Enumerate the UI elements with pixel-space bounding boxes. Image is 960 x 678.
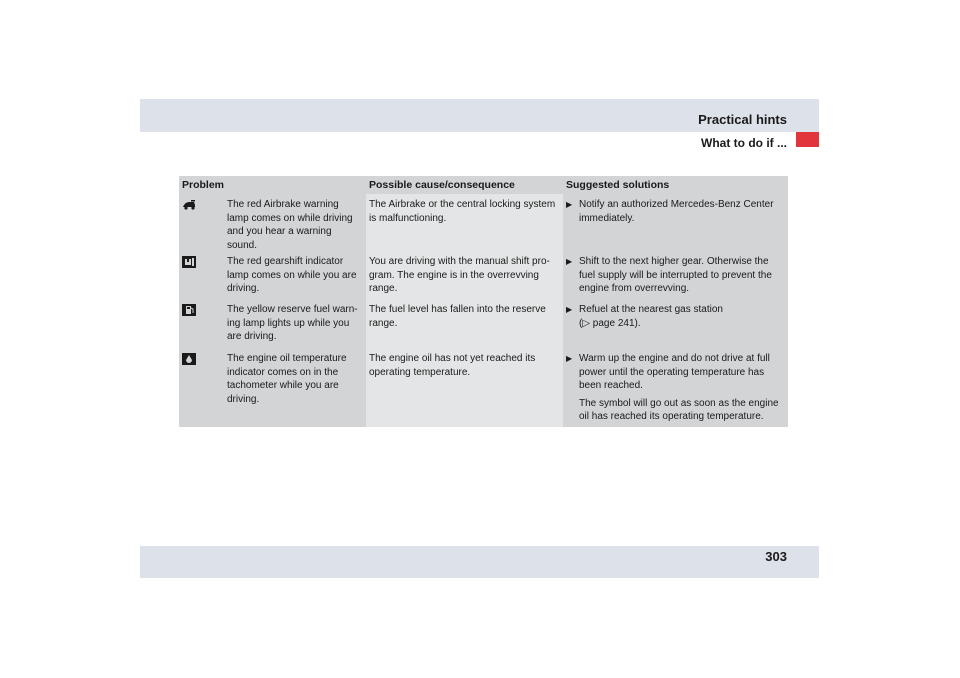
table-row: [179, 194, 788, 251]
table-row: [179, 348, 788, 427]
solution-note: The symbol will go out as soon as the engine oil has reached its operating temperature.: [579, 397, 779, 423]
cause-cell: The engine oil has not yet reached its operating temperature.: [366, 348, 563, 427]
table-row: [179, 251, 788, 299]
problem-text: The red Airbrake warning lamp comes on while driving and you hear a warning sound.: [227, 199, 353, 251]
page-number: 303: [765, 549, 787, 564]
table-row: [179, 299, 788, 348]
column-header-problem: Problem: [182, 179, 225, 191]
chapter-tab-marker: [796, 132, 819, 147]
airbrake-warning-icon: [182, 199, 196, 211]
problem-cell: [179, 348, 366, 427]
column-header-cause: Possible cause/consequence: [369, 179, 515, 191]
troubleshooting-table: [179, 176, 788, 427]
solution-cell: [563, 251, 788, 299]
section-title: Practical hints: [698, 112, 787, 127]
solution-cell: [563, 348, 788, 427]
bullet-arrow-icon: ▶: [566, 354, 573, 363]
problem-cell: [179, 251, 366, 299]
problem-text: The red gearshift indicator lamp comes on while you are driving.: [227, 256, 357, 295]
solution-cell: [563, 194, 788, 251]
engine-oil-temperature-icon: [182, 353, 196, 365]
solution-text: Shift to the next higher gear. Otherwise the fuel supply will be interrupted to prevent the engine from overrevving.: [579, 256, 772, 295]
bullet-arrow-icon: ▶: [566, 257, 573, 266]
cause-cell: You are driving with the manual shift pro-gram. The engine is in the overrevving range.: [366, 251, 563, 299]
column-header-solution: Suggested solutions: [566, 179, 670, 191]
bullet-arrow-icon: ▶: [566, 305, 573, 314]
problem-cell: [179, 299, 366, 348]
solution-text: Warm up the engine and do not drive at full power until the operating temperature has been reached.: [579, 353, 770, 392]
cause-cell: The fuel level has fallen into the reserve range.: [366, 299, 563, 348]
fuel-reserve-icon: [182, 304, 196, 316]
table-header: [179, 176, 788, 194]
page-reference: (▷ page 241).: [579, 317, 641, 329]
subsection-title: What to do if ...: [701, 136, 787, 150]
problem-text: The yellow reserve fuel warn-ing lamp lights up while you are driving.: [227, 304, 358, 343]
solution-text: Refuel at the nearest gas station: [579, 304, 723, 315]
solution-cell: [563, 299, 788, 348]
bullet-arrow-icon: ▶: [566, 200, 573, 209]
solution-text: Notify an authorized Mercedes-Benz Center immediately.: [579, 199, 774, 224]
problem-cell: [179, 194, 366, 251]
problem-text: The engine oil temperature indicator comes on in the tachometer while you are driving.: [227, 353, 347, 405]
footer-band: [140, 546, 819, 578]
cause-cell: The Airbrake or the central locking system is malfunctioning.: [366, 194, 563, 251]
gearshift-indicator-icon: [182, 256, 196, 268]
